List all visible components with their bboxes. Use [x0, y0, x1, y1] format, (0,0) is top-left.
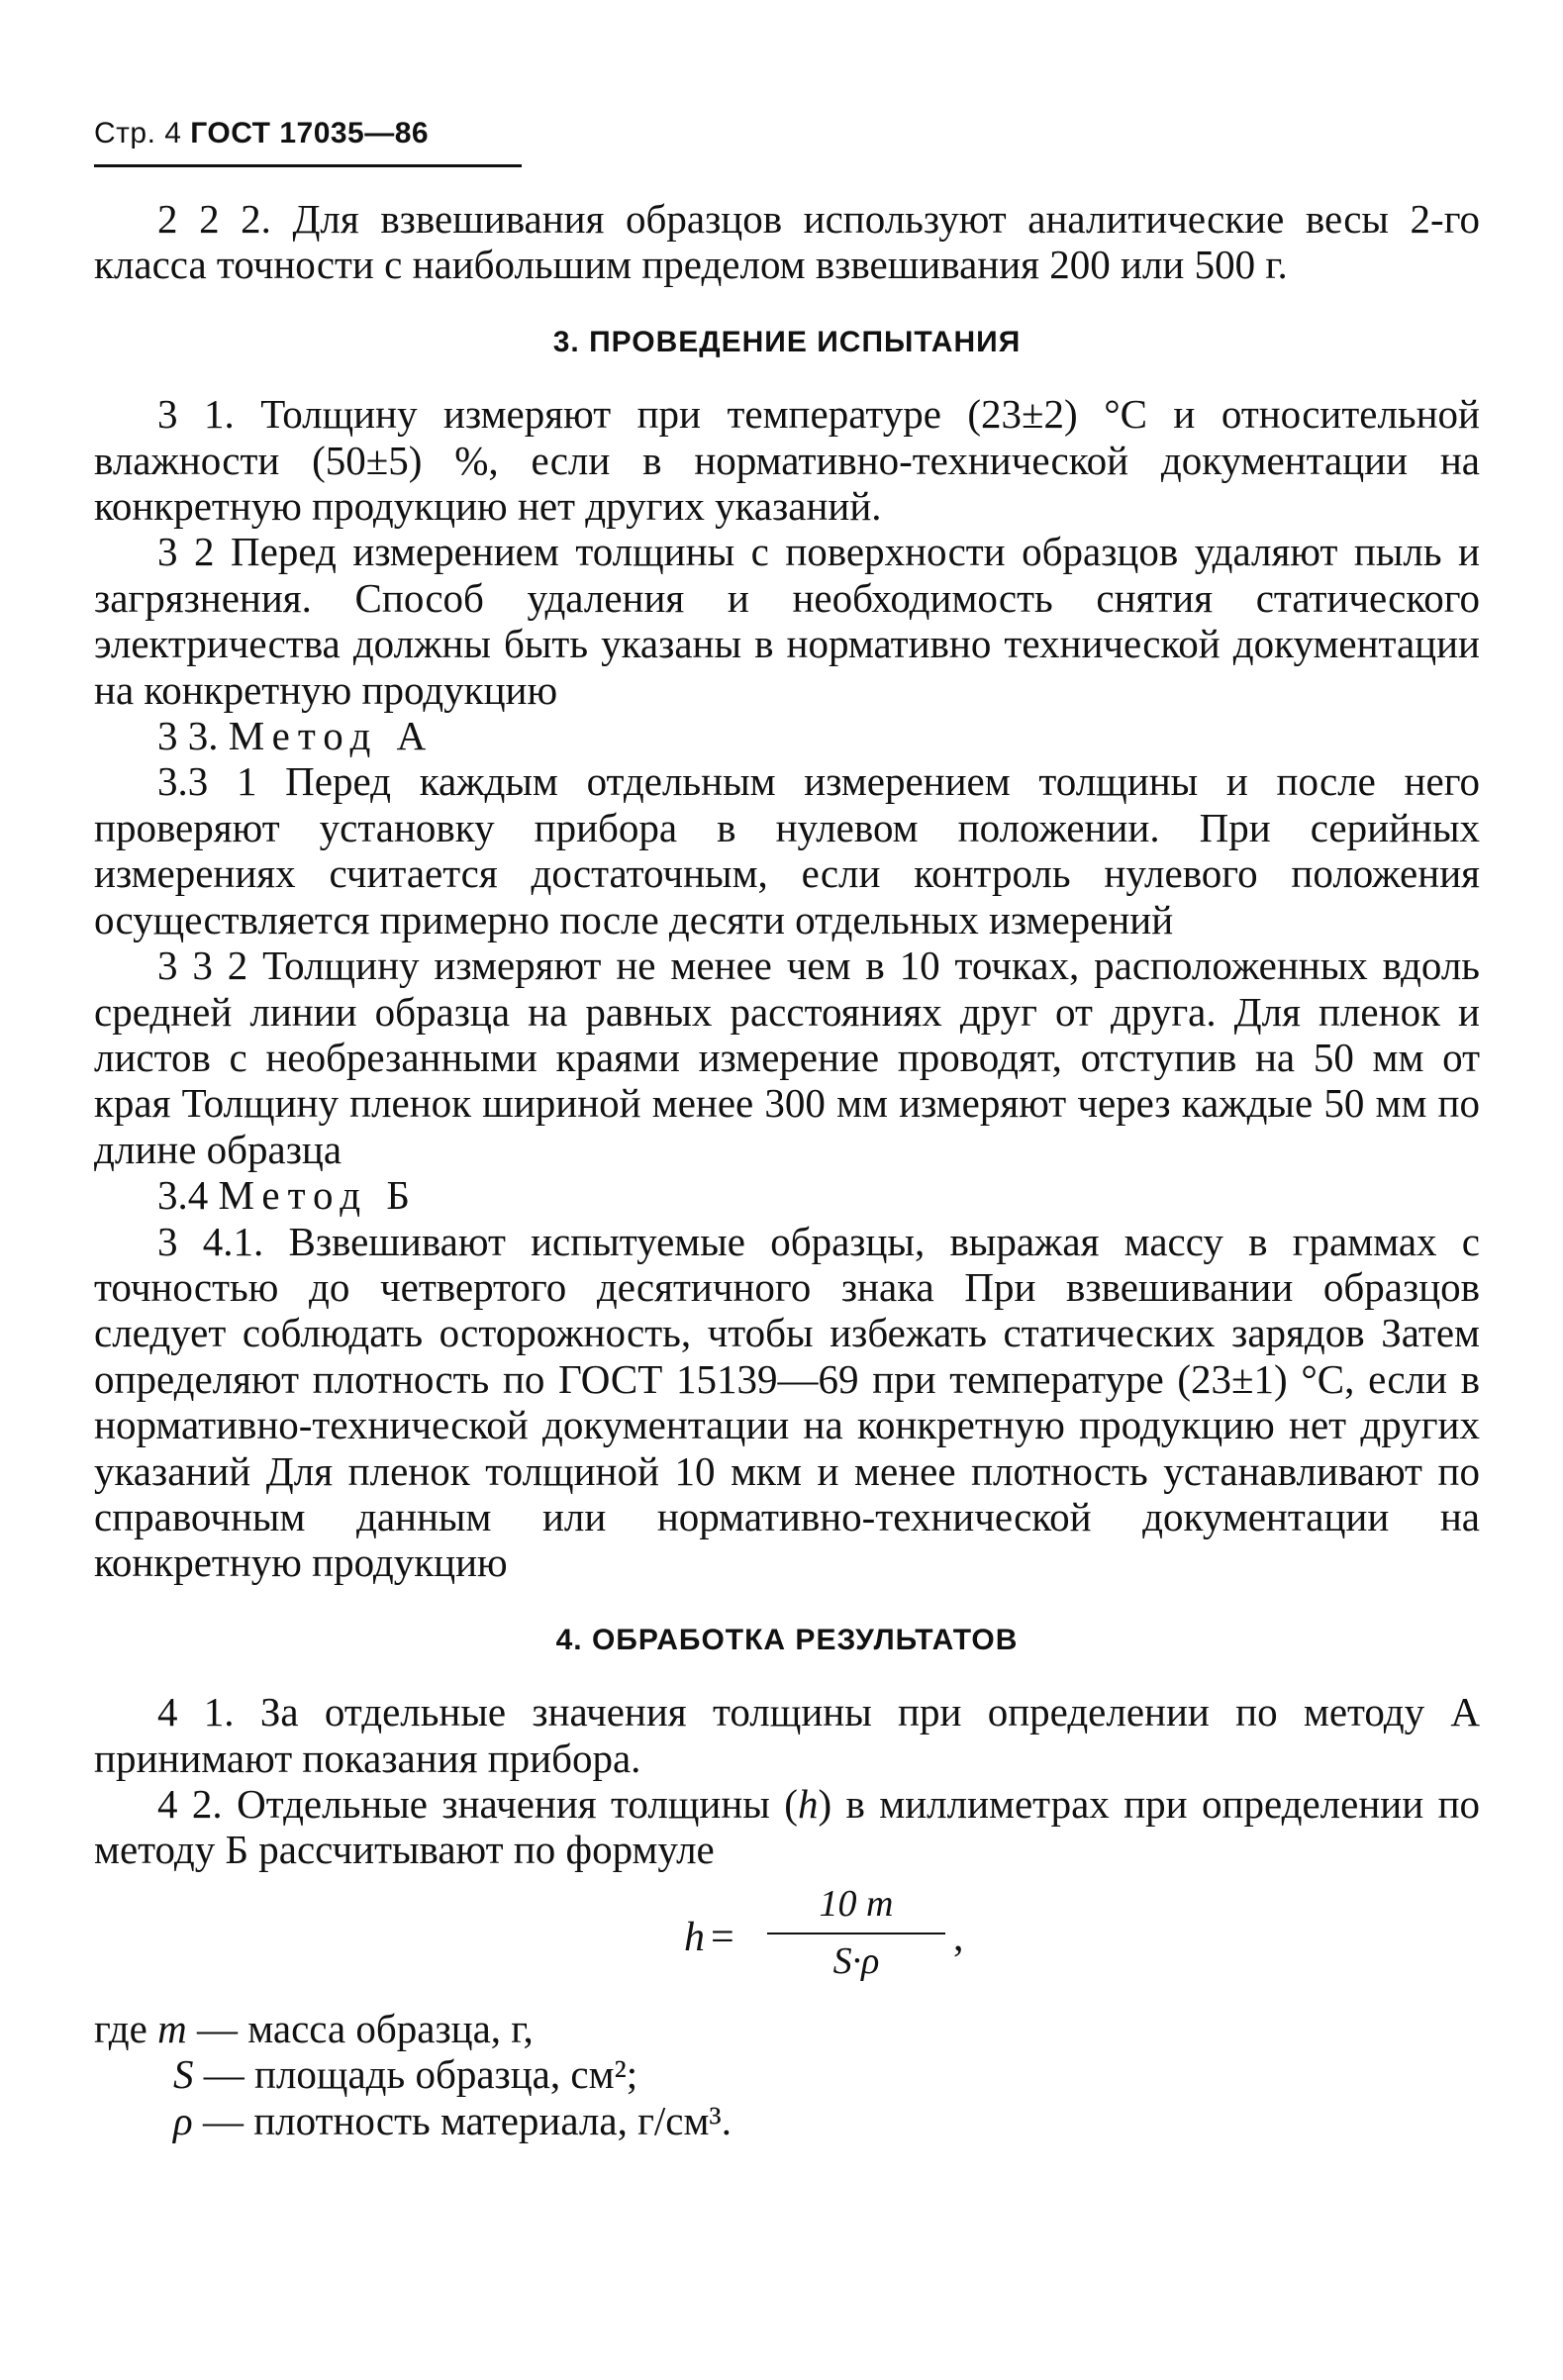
paragraph-2-2-2: 2 2 2. Для взвешивания образцов используют аналитические весы 2-го класса точности с наибольшим пределом взвешивания 200 или 500 г.: [94, 196, 1480, 288]
glossary-text: — масса образца, г,: [186, 2005, 534, 2051]
paragraph-3-2: 3 2 Перед измерением толщины с поверхности образцов удаляют пыль и загрязнения. Способ удаления и необходимость снятия статического электричества должны быть указаны в нормативно технической документации на конкретную продукцию: [94, 529, 1480, 713]
paragraph-3-3-1: 3.3 1 Перед каждым отдельным измерением толщины и после него проверяют установку прибора в нулевом положении. При серийных измерениях считается достаточным, если контроль нулевого положения осуществляется примерно после десяти отдельных измерений: [94, 758, 1480, 942]
paragraph-3-3-2: 3 3 2 Толщину измеряют не менее чем в 10 точках, расположенных вдоль средней линии образца на равных расстояниях друг от друга. Для пленок и листов с необрезанными краями измерение проводят, отступив на 50 мм от края Толщину пленок шириной менее 300 мм измеряют через каждые 50 мм по длине образца: [94, 942, 1480, 1172]
formula-lhs: h: [684, 1914, 705, 1960]
p42-before: 4 2. Отдельные значения толщины (: [157, 1781, 798, 1827]
page-number: Стр. 4: [94, 117, 182, 149]
section-4-heading: 4. ОБРАБОТКА РЕЗУЛЬТАТОВ: [555, 1623, 1019, 1656]
p42-var: h: [797, 1781, 819, 1827]
clause-number: 3.4: [157, 1172, 209, 1219]
clause-number: 3 3.: [157, 713, 219, 759]
paragraph-4-1: 4 1. За отдельные значения толщины при определении по методу А принимают показания прибора.: [94, 1689, 1480, 1781]
document-body: [94, 196, 1480, 2143]
paragraph-3-1: 3 1. Толщину измеряют при температуре (23±2) °С и относительной влажности (50±5) %, если в нормативно-технической документации на конкретную продукцию нет других указаний.: [94, 391, 1480, 530]
paragraph-4-2: [94, 1781, 1480, 1873]
formula-denominator: S·ρ: [832, 1939, 880, 1982]
glossary-symbol: m: [157, 2005, 187, 2051]
paragraph-3-4: [94, 1172, 1480, 1218]
glossary-symbol: S: [173, 2051, 194, 2098]
p42-after: ) в миллиметрах при определении по методу Б рассчитывают по формуле: [94, 1781, 1481, 1873]
method-b-title: Метод Б: [218, 1172, 418, 1219]
method-a-title: Метод А: [228, 713, 435, 759]
paragraph-3-3: [94, 713, 1480, 758]
glossary-text: — площадь образца, см²;: [193, 2051, 638, 2098]
standard-code: ГОСТ 17035—86: [190, 117, 430, 149]
paragraph-3-4-1: 3 4.1. Взвешивают испытуемые образцы, выражая массу в граммах с точностью до четвертого десятичного знака При взвешивании образцов следует соблюдать осторожность, чтобы избежать статических зарядов Затем определяют плотность по ГОСТ 15139—69 при температуре (23±1) °С, если в нормативно-технической документации на конкретную продукцию нет других указаний Для пленок толщиной 10 мкм и менее плотность устанавливают по справочным данным или нормативно-технической документации на конкретную продукцию: [94, 1218, 1480, 1586]
fraction-bar: [767, 1933, 945, 1934]
formula-numerator: 10 m: [819, 1882, 894, 1925]
glossary-item-mass: [94, 2006, 1480, 2051]
section-3-heading: 3. ПРОВЕДЕНИЕ ИСПЫТАНИЯ: [552, 325, 1022, 358]
glossary-symbol: ρ: [173, 2097, 193, 2143]
glossary-item-area: [94, 2051, 1480, 2097]
header-rule: [94, 164, 522, 167]
thickness-formula: [94, 1877, 1480, 2006]
glossary-item-density: [94, 2098, 1480, 2143]
glossary-text: — плотность материала, г/см³.: [192, 2097, 732, 2143]
page-header: [94, 117, 429, 150]
formula-trailing-comma: ,: [953, 1914, 964, 1960]
glossary-prefix: где: [94, 2005, 158, 2051]
formula-equals: =: [711, 1914, 734, 1960]
